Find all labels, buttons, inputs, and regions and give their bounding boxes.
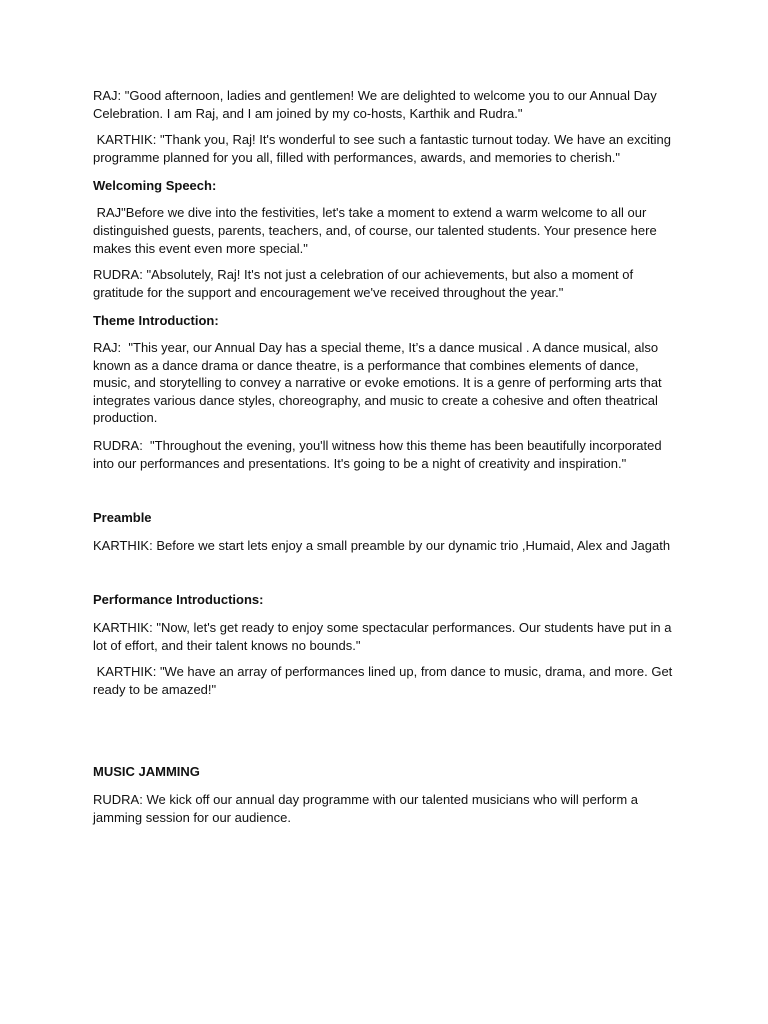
karthik-performance-line-1: KARTHIK: "Now, let's get ready to enjoy some spectacular performances. Our students have put in a [93, 620, 672, 635]
raj-theme-line-3: music, and storytelling to convey a narrative or evoke emotions. It is a genre of performing arts that [93, 375, 662, 390]
welcoming-speech-heading: Welcoming Speech: [93, 178, 217, 193]
music-jamming-heading: MUSIC JAMMING [93, 764, 200, 779]
raj-welcome-line-1: RAJ: "Good afternoon, ladies and gentlemen! We are delighted to welcome you to our Annual Day [93, 88, 657, 103]
raj-theme-line-1: RAJ: "This year, our Annual Day has a special theme, It’s a dance musical . A dance musical, also [93, 340, 659, 355]
raj-theme-line-4: integrates various dance styles, choreography, and music to create a cohesive and often theatrical [93, 393, 658, 408]
karthik-array-line-1: KARTHIK: "We have an array of performances lined up, from dance to music, drama, and more. Get [93, 664, 673, 679]
theme-introduction-heading: Theme Introduction: [93, 313, 219, 328]
rudra-speech-line-2: gratitude for the support and encouragement we've received throughout the year." [93, 285, 564, 300]
preamble-heading: Preamble [93, 510, 152, 525]
karthik-performance-line-2: lot of effort, and their talent knows no bounds." [93, 638, 361, 653]
karthik-reply-line-1: KARTHIK: "Thank you, Raj! It's wonderful to see such a fantastic turnout today. We have an exciting [93, 132, 671, 147]
raj-speech-line-3: makes this event even more special." [93, 241, 308, 256]
karthik-preamble-line: KARTHIK: Before we start lets enjoy a small preamble by our dynamic trio ,Humaid, Alex and Jagath [93, 538, 671, 553]
rudra-jamming-line-1: RUDRA: We kick off our annual day programme with our talented musicians who will perform a [93, 792, 639, 807]
rudra-theme-line-2: into our performances and presentations. It's going to be a night of creativity and inspiration." [93, 456, 627, 471]
karthik-reply-line-2: programme planned for you all, filled with performances, awards, and memories to cherish." [93, 150, 621, 165]
karthik-array-line-2: ready to be amazed!" [93, 682, 217, 697]
raj-welcome-line-2: Celebration. I am Raj, and I am joined by my co-hosts, Karthik and Rudra." [93, 106, 523, 121]
rudra-jamming-line-2: jamming session for our audience. [93, 810, 291, 825]
raj-speech-line-1: RAJ"Before we dive into the festivities, let's take a moment to extend a warm welcome to all our [93, 205, 647, 220]
performance-introductions-heading: Performance Introductions: [93, 592, 264, 607]
raj-speech-line-2: distinguished guests, parents, teachers, and, of course, our talented students. Your presence here [93, 223, 657, 238]
rudra-speech-line-1: RUDRA: "Absolutely, Raj! It's not just a celebration of our achievements, but also a moment of [93, 267, 634, 282]
raj-theme-line-2: known as a dance drama or dance theatre, is a performance that combines elements of dance, [93, 358, 639, 373]
raj-theme-line-5: production. [93, 410, 158, 425]
rudra-theme-line-1: RUDRA: "Throughout the evening, you'll witness how this theme has been beautifully incorporated [93, 438, 662, 453]
